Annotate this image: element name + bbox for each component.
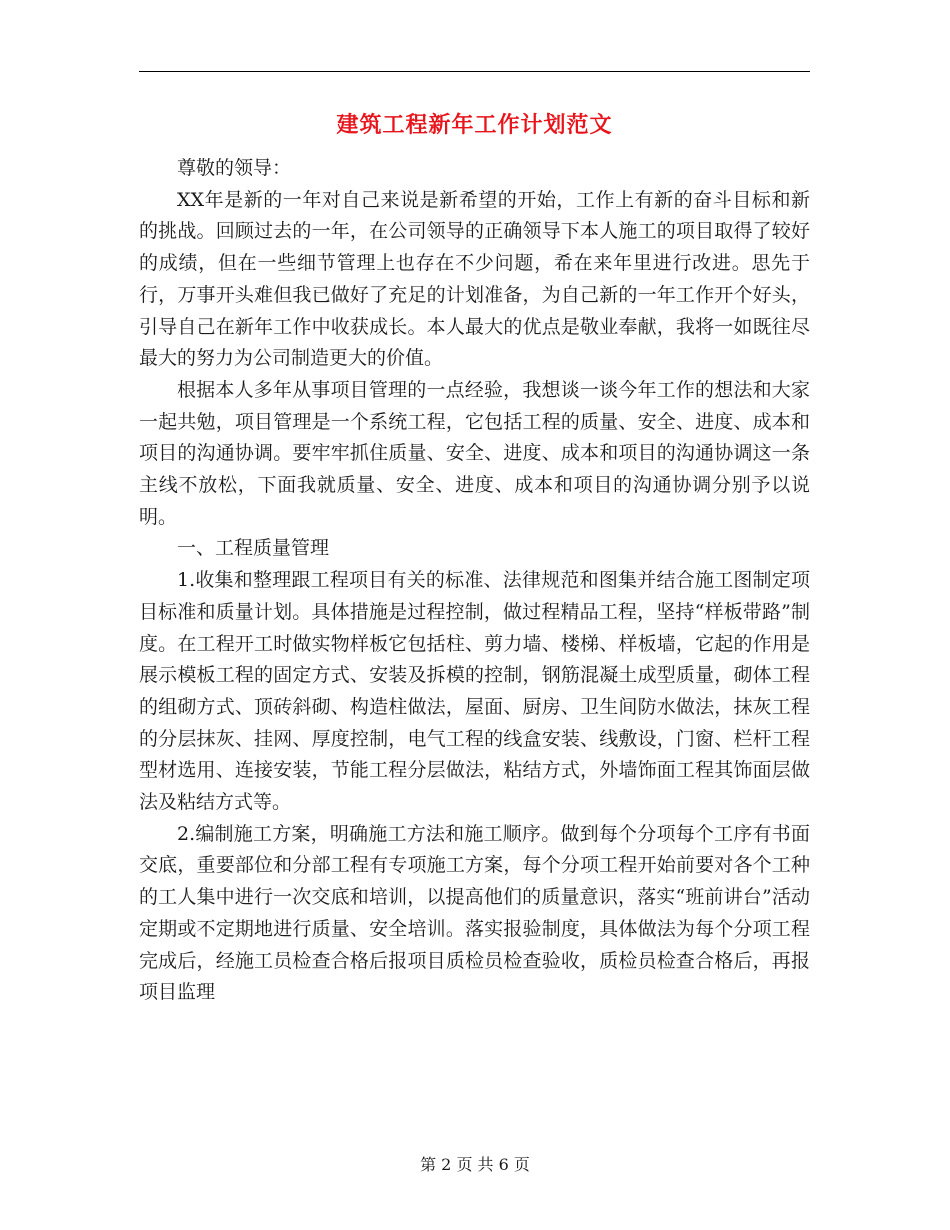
document-body	[139, 153, 810, 1009]
header-rule	[139, 71, 810, 72]
paragraph-item-1: 1.收集和整理跟工程项目有关的标准、法律规范和图集并结合施工图制定项目标准和质量计划。具体措施是过程控制，做过程精品工程，坚持“样板带路”制度。在工程开工时做实物样板它包括柱、剪力墙、楼梯、样板墙，它起的作用是展示模板工程的固定方式、安装及拆模的控制，钢筋混凝土成型质量，砌体工程的组砌方式、顶砖斜砌、构造柱做法，屋面、厨房、卫生间防水做法，抹灰工程的分层抹灰、挂网、厚度控制，电气工程的线盒安装、线敷设，门窗、栏杆工程型材选用、连接安装，节能工程分层做法，粘结方式，外墙饰面工程其饰面层做法及粘结方式等。	[139, 569, 810, 814]
salutation: 尊敬的领导：	[177, 157, 292, 179]
section-heading-quality: 一、工程质量管理	[177, 537, 330, 560]
document-title: 建筑工程新年工作计划范文	[336, 112, 613, 138]
page-number: 第 2 页 共 6 页	[420, 1155, 530, 1174]
paragraph-overview: 根据本人多年从事项目管理的一点经验，我想谈一谈今年工作的想法和大家一起共勉，项目管理是一个系统工程，它包括工程的质量、安全、进度、成本和项目的沟通协调。要牢牢抓住质量、安全、进度、成本和项目的沟通协调这一条主线不放松，下面我就质量、安全、进度、成本和项目的沟通协调分别予以说明。	[139, 378, 810, 528]
paragraph-intro: XX年是新的一年对自己来说是新希望的开始，工作上有新的奋斗目标和新的挑战。回顾过去的一年，在公司领导的正确领导下本人施工的项目取得了较好的成绩，但在一些细节管理上也存在不少问题，希在来年里进行改进。思先于行，万事开头难但我已做好了充足的计划准备，为自己新的一年工作开个好头，引导自己在新年工作中收获成长。本人最大的优点是敬业奉献，我将一如既往尽最大的努力为公司制造更大的价值。	[139, 188, 810, 370]
paragraph-item-2: 2.编制施工方案，明确施工方法和施工顺序。做到每个分项每个工序有书面交底，重要部位和分部工程有专项施工方案，每个分项工程开始前要对各个工种的工人集中进行一次交底和培训，以提高他们的质量意识，落实“班前讲台”活动定期或不定期地进行质量、安全培训。落实报验制度，具体做法为每个分项工程完成后，经施工员检查合格后报项目质检员检查验收，质检员检查合格后，再报项目监理	[139, 822, 810, 1004]
